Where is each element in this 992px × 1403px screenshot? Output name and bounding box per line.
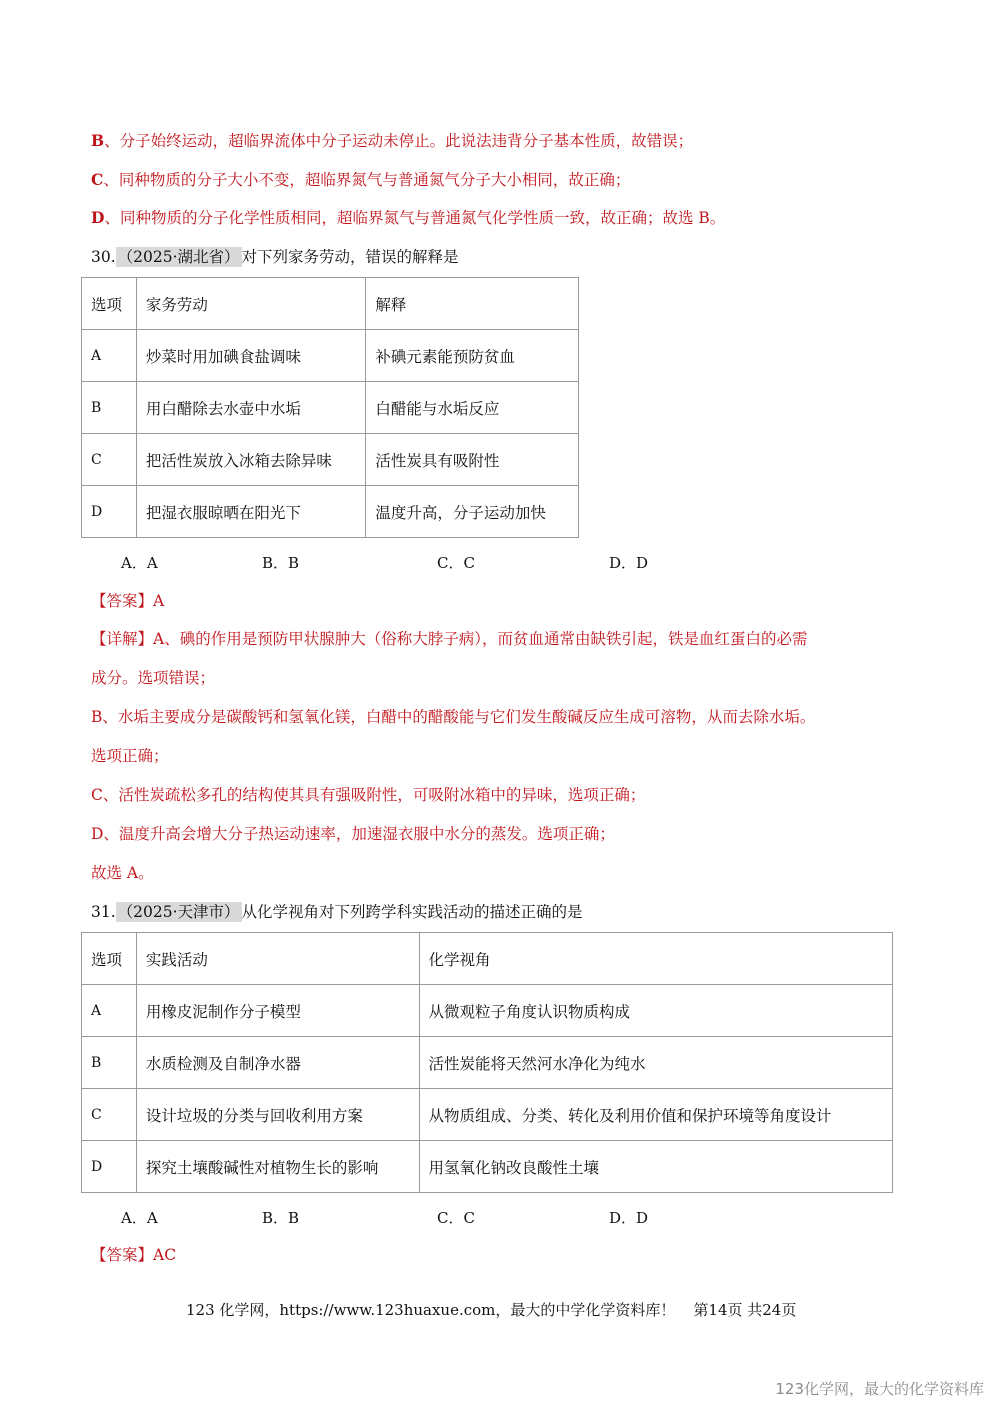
activity-cell: 把活性炭放入冰箱去除异味 (136, 434, 366, 486)
question-31-stem (91, 902, 583, 922)
activity-cell: 探究土壤酸碱性对植物生长的影响 (136, 1141, 419, 1193)
option-letter: B (91, 131, 105, 150)
explanation-text: 、同种物质的分子大小不变，超临界氮气与普通氮气分子大小相同，故正确； (103, 171, 631, 189)
question-30-stem (91, 247, 459, 267)
question-number: 31. (91, 903, 116, 921)
option-cell: B (82, 382, 137, 434)
prev-explanation-line-b (91, 131, 693, 151)
question-30-detail-line: C、活性炭疏松多孔的结构使其具有强吸附性，可吸附冰箱中的异味，选项正确； (91, 786, 646, 804)
perspective-cell: 活性炭能将天然河水净化为纯水 (419, 1037, 892, 1089)
option-cell: A (82, 330, 137, 382)
choice-b[interactable]: B．B (262, 554, 300, 572)
footer-site-text: 123 化学网，https://www.123huaxue.com，最大的中学化学资料库！ (186, 1301, 676, 1319)
question-30-detail-line: 选项正确； (91, 747, 169, 765)
header-cell: 化学视角 (419, 933, 892, 985)
choice-b[interactable]: B．B (262, 1209, 300, 1227)
answer-label: 【答案】 (91, 1246, 154, 1264)
table-row (82, 985, 893, 1037)
table-row (82, 1037, 893, 1089)
choice-c[interactable]: C．C (437, 554, 475, 572)
choice-d[interactable]: D．D (609, 554, 649, 572)
option-cell: C (82, 1089, 137, 1141)
explanation-text: 、同种物质的分子化学性质相同，超临界氮气与普通氮气化学性质一致，故正确；故选 B。 (104, 209, 726, 227)
detail-text: A、碘的作用是预防甲状腺肿大（俗称大脖子病），而贫血通常由缺铁引起，铁是血红蛋白的必需 (153, 630, 808, 648)
perspective-cell: 用氢氧化钠改良酸性土壤 (419, 1141, 892, 1193)
table-row (82, 486, 579, 538)
option-cell: A (82, 985, 137, 1037)
option-cell: D (82, 1141, 137, 1193)
explanation-cell: 补碘元素能预防贫血 (366, 330, 579, 382)
header-cell: 选项 (82, 278, 137, 330)
perspective-cell: 从微观粒子角度认识物质构成 (419, 985, 892, 1037)
prev-explanation-line-c (91, 170, 630, 190)
explanation-cell: 活性炭具有吸附性 (366, 434, 579, 486)
explanation-cell: 白醋能与水垢反应 (366, 382, 579, 434)
source-tag: （2025·天津市） (117, 903, 240, 921)
activity-cell: 设计垃圾的分类与回收利用方案 (136, 1089, 419, 1141)
question-30-detail-line: D、温度升高会增大分子热运动速率，加速湿衣服中水分的蒸发。选项正确； (91, 825, 615, 843)
table-row (82, 382, 579, 434)
table-row (82, 1141, 893, 1193)
explanation-cell: 温度升高，分子运动加快 (366, 486, 579, 538)
answer-label: 【答案】 (91, 592, 154, 610)
table-row (82, 330, 579, 382)
choice-d[interactable]: D．D (609, 1209, 649, 1227)
activity-cell: 用白醋除去水壶中水垢 (136, 382, 366, 434)
question-30-detail-line: 成分。选项错误； (91, 669, 216, 687)
activity-cell: 用橡皮泥制作分子模型 (136, 985, 419, 1037)
question-31-answer (91, 1245, 176, 1265)
header-cell: 家务劳动 (136, 278, 366, 330)
answer-value: A (153, 592, 165, 610)
option-cell: C (82, 434, 137, 486)
table-header-row (82, 933, 893, 985)
answer-value: AC (153, 1246, 177, 1264)
source-tag: （2025·湖北省） (117, 248, 240, 266)
question-30-detail-line: B、水垢主要成分是碳酸钙和氢氧化镁，白醋中的醋酸能与它们发生酸碱反应生成可溶物，从而去除水垢。 (91, 708, 816, 726)
activity-cell: 炒菜时用加碘食盐调味 (136, 330, 366, 382)
question-number: 30. (91, 248, 116, 266)
option-cell: B (82, 1037, 137, 1089)
table-header-row (82, 278, 579, 330)
detail-label: 【详解】 (91, 630, 154, 648)
question-30-detail-line: 故选 A。 (91, 864, 154, 882)
header-cell: 选项 (82, 933, 137, 985)
choice-c[interactable]: C．C (437, 1209, 475, 1227)
activity-cell: 水质检测及自制净水器 (136, 1037, 419, 1089)
activity-cell: 把湿衣服晾晒在阳光下 (136, 486, 366, 538)
option-letter: C (91, 170, 104, 189)
perspective-cell: 从物质组成、分类、转化及利用价值和保护环境等角度设计 (419, 1089, 892, 1141)
explanation-text: 、分子始终运动，超临界流体中分子运动未停止。此说法违背分子基本性质，故错误； (104, 132, 694, 150)
question-30-detail-line (91, 629, 807, 649)
question-31-table (81, 932, 893, 1193)
table-row (82, 1089, 893, 1141)
table-row (82, 434, 579, 486)
watermark: 123化学网，最大的化学资料库 (775, 1380, 984, 1398)
question-30-answer (91, 591, 164, 611)
choice-a[interactable]: A．A (121, 554, 158, 572)
choice-a[interactable]: A．A (121, 1209, 158, 1227)
question-text: 对下列家务劳动，错误的解释是 (241, 248, 459, 266)
option-letter: D (91, 208, 105, 227)
question-text: 从化学视角对下列跨学科实践活动的描述正确的是 (241, 903, 583, 921)
header-cell: 实践活动 (136, 933, 419, 985)
option-cell: D (82, 486, 137, 538)
page-number: 第14页 共24页 (693, 1301, 797, 1319)
header-cell: 解释 (366, 278, 579, 330)
page-footer (186, 1299, 796, 1320)
prev-explanation-line-d (91, 208, 725, 228)
question-30-table (81, 277, 579, 538)
